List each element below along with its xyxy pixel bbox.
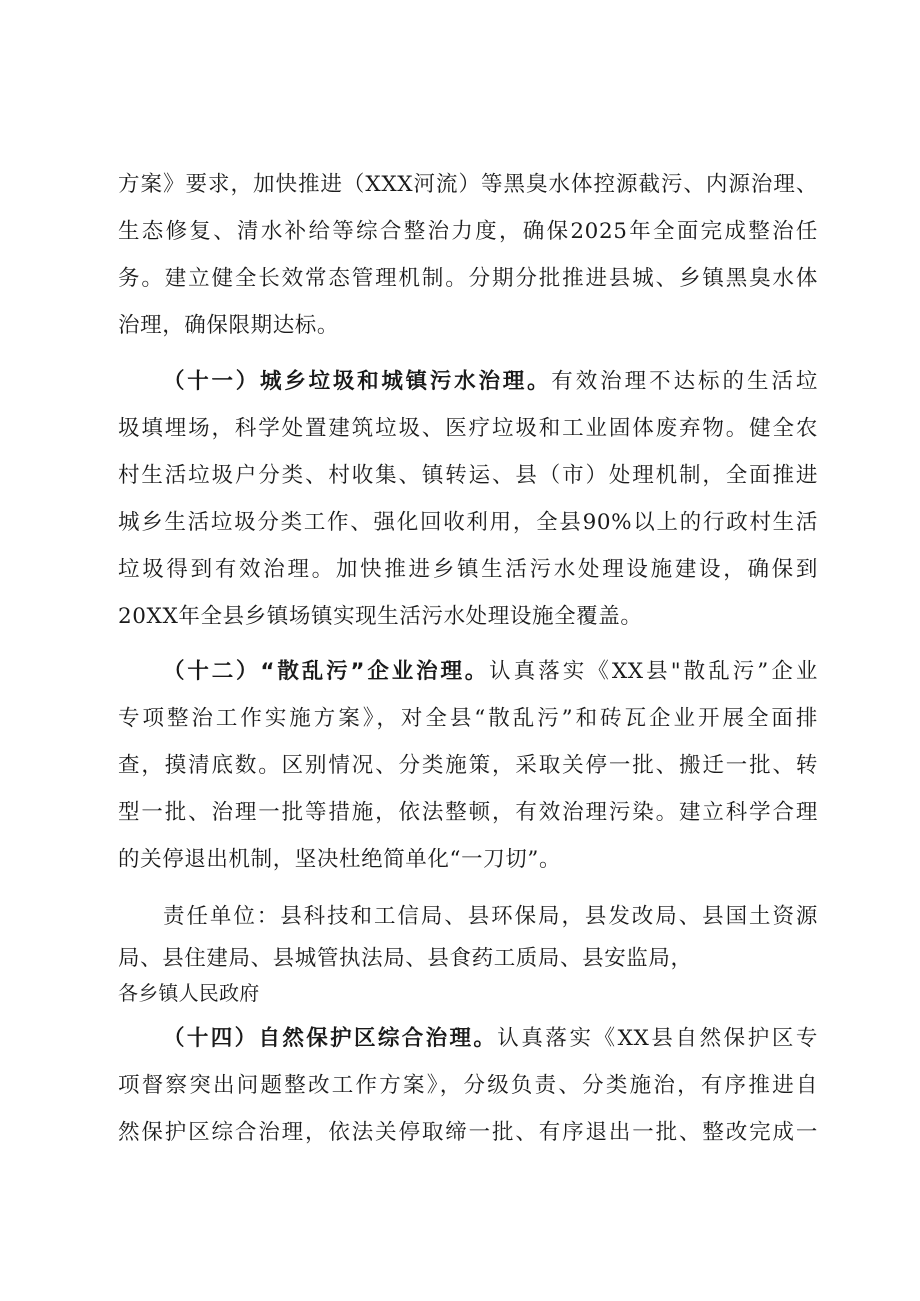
section-heading: （十二）“散乱污”企业治理。 [163,659,490,684]
text-line: 的关停退出机制，坚决杜绝简单化“一刀切”。 [118,847,562,872]
text-line: 圾填埋场，科学处置建筑垃圾、医疗垃圾和工业固体废弃物。健全农 [118,416,818,441]
section-text: 认真落实《XX县"散乱污”企业 [489,659,818,684]
responsibility-line: 责任单位：县科技和工信局、县环保局，县发改局、县国土资源 [163,904,818,929]
text-line: 村生活垃圾户分类、村收集、镇转运、县（市）处理机制，全面推进 [118,463,818,488]
text-line: 垃圾得到有效治理。加快推进乡镇生活污水处理设施建设，确保到 [118,557,818,582]
responsibility-line: 各乡镇人民政府 [118,981,260,1005]
section-first-line [163,367,818,397]
section-text: 认真落实《XX县自然保护区专 [497,1026,818,1051]
text-line: 20XX年全县乡镇场镇实现生活污水处理设施全覆盖。 [118,604,643,629]
section-first-line [163,657,818,687]
text-line: 专项整治工作实施方案》，对全县“散乱污”和砖瓦企业开展全面排 [118,706,818,731]
text-line: 务。建立健全长效常态管理机制。分期分批推进县城、乡镇黑臭水体 [118,266,818,291]
text-line: 项督察突出问题整改工作方案》，分级负责、分类施治，有序推进自 [118,1073,818,1098]
text-line: 生态修复、清水补给等综合整治力度，确保2025年全面完成整治任 [118,219,818,244]
text-line: 方案》要求，加快推进（XXX河流）等黑臭水体控源截污、内源治理、 [118,172,818,197]
section-heading: （十四）自然保护区综合治理。 [163,1026,498,1051]
text-line: 然保护区综合治理，依法关停取缔一批、有序退出一批、整改完成一 [118,1120,818,1145]
text-line: 城乡生活垃圾分类工作、强化回收利用，全县90%以上的行政村生活 [118,510,818,535]
text-line: 型一批、治理一批等措施，依法整顿，有效治理污染。建立科学合理 [118,800,818,825]
section-text: 有效治理不达标的生活垃 [551,369,818,394]
section-first-line [163,1024,818,1054]
responsibility-line: 局、县住建局、县城管执法局、县食药工质局、县安监局， [118,946,693,971]
text-line: 治理，确保限期达标。 [118,313,340,338]
text-line: 查，摸清底数。区别情况、分类施策，采取关停一批、搬迁一批、转 [118,753,818,778]
section-heading: （十一）城乡垃圾和城镇污水治理。 [163,369,552,394]
